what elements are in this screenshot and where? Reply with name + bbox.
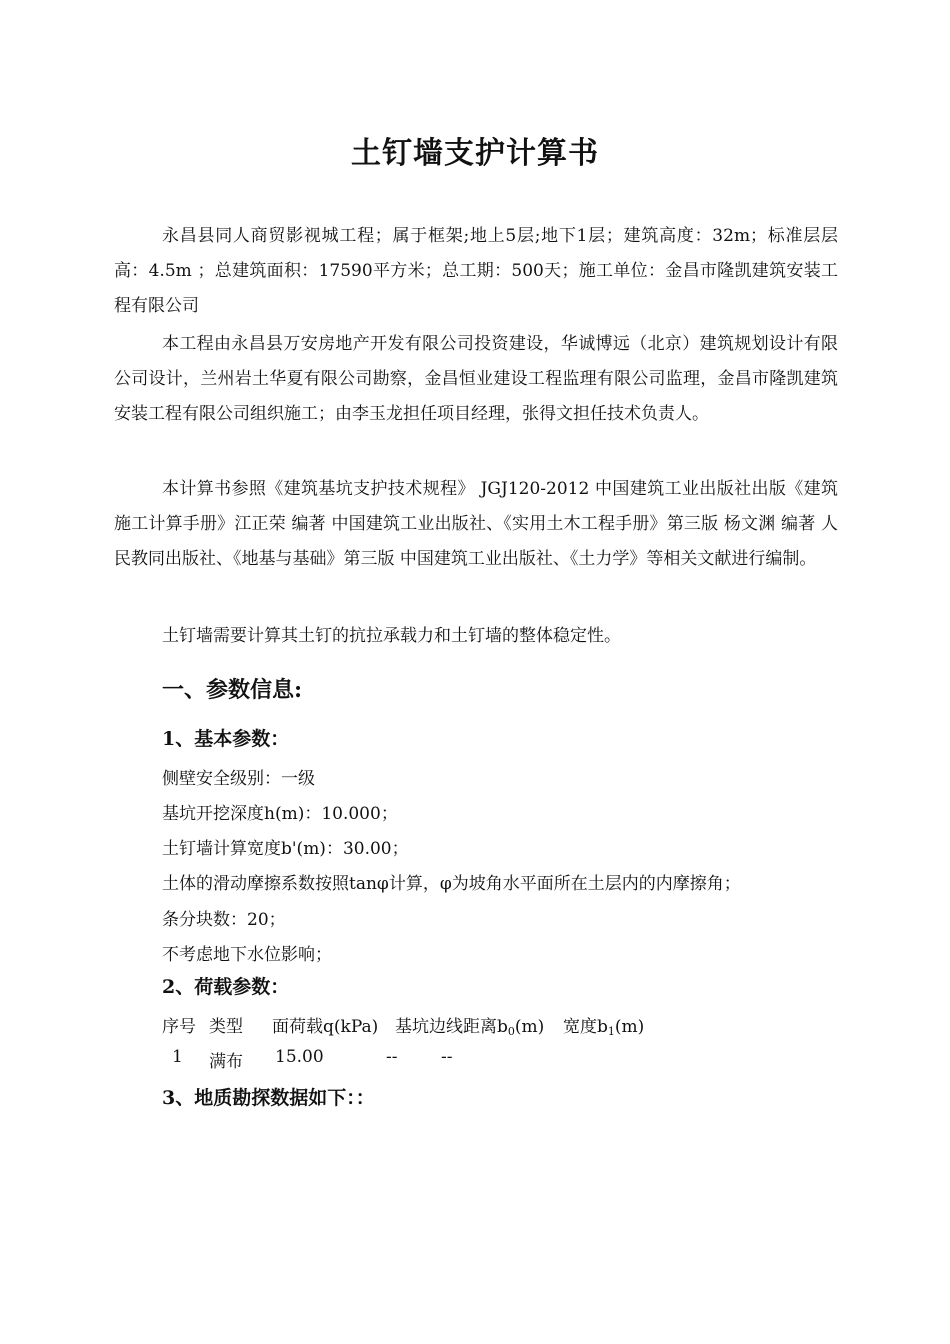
paragraph-scope: 土钉墙需要计算其土钉的抗拉承载力和土钉墙的整体稳定性。	[162, 626, 621, 646]
section-heading-parameters: 一、参数信息:	[162, 677, 303, 703]
row-type: 满布	[209, 1052, 243, 1072]
param-safety-level: 侧壁安全级别：一级	[162, 769, 315, 789]
col-seq: 序号	[162, 1017, 196, 1037]
col-load-q: 面荷载q(kPa)	[272, 1017, 379, 1037]
row-seq: 1	[172, 1047, 183, 1067]
col-edge-distance: 基坑边线距离$b_0(m)$	[395, 1017, 545, 1038]
col-type: 类型	[209, 1017, 243, 1037]
subheading-geological-survey: 3、地质勘探数据如下：：	[162, 1087, 375, 1109]
param-friction-coefficient: 土体的滑动摩擦系数按照tanφ计算，φ为坡角水平面所在土层内的内摩擦角；	[162, 874, 741, 894]
param-slice-count: 条分块数：20；	[162, 910, 286, 930]
subheading-load-parameters: 2、荷载参数：	[162, 976, 290, 998]
document-title: 土钉墙支护计算书	[351, 136, 599, 171]
param-wall-width: 土钉墙计算宽度b'(m)：30.00；	[162, 839, 409, 859]
row-load-q: 15.00	[275, 1047, 324, 1067]
row-edge-distance: --	[386, 1047, 398, 1067]
row-width: --	[441, 1047, 453, 1067]
col-width: 宽度$b_1(m)$	[563, 1017, 645, 1038]
subheading-basic-parameters: 1、基本参数：	[162, 728, 290, 750]
param-excavation-depth: 基坑开挖深度h(m)：10.000；	[162, 804, 398, 824]
paragraph-references: 本计算书参照《建筑基坑支护技术规程》 JGJ120-2012 中国建筑工业出版社出版《建筑施工计算手册》江正荣 编著 中国建筑工业出版社、《实用土木工程手册》第三版 杨文渊 编著 人民教同出版社、《地基与基础》第三版 中国建筑工业出版社、《土力学》等相关文献进行编制。	[114, 479, 838, 569]
paragraph-parties: 本工程由永昌县万安房地产开发有限公司投资建设，华诚博远（北京）建筑规划设计有限公司设计，兰州岩土华夏有限公司勘察，金昌恒业建设工程监理有限公司监理，金昌市隆凯建筑安装工程有限公司组织施工；由李玉龙担任项目经理，张得文担任技术负责人。	[114, 334, 838, 424]
param-groundwater: 不考虑地下水位影响；	[162, 945, 332, 965]
paragraph-project-info: 永昌县同人商贸影视城工程；属于框架;地上5层;地下1层；建筑高度：32m；标准层层高：4.5m ；总建筑面积：17590平方米；总工期：500天；施工单位：金昌市隆凯建筑安装工程有限公司	[114, 226, 838, 316]
